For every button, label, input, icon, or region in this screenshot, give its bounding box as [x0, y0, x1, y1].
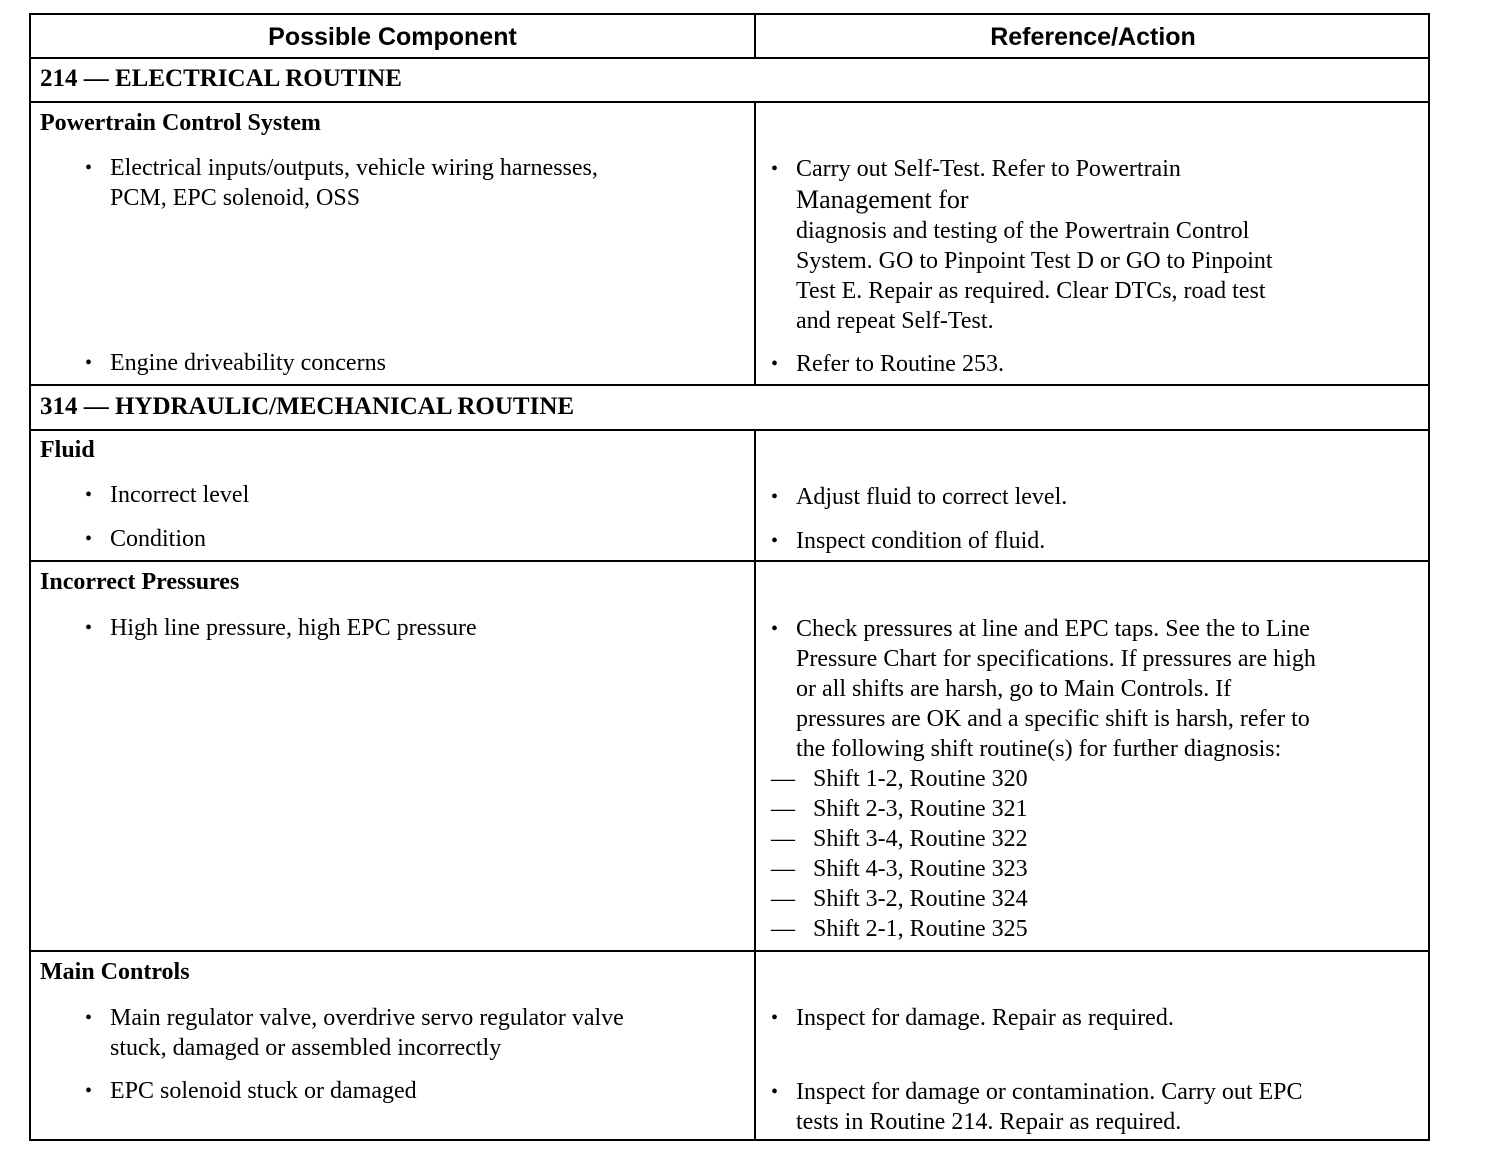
- column-header-action: Reference/Action: [990, 23, 1196, 51]
- shift-routine-item: — Shift 1-2, Routine 320: [771, 766, 1028, 792]
- row-divider: [31, 57, 1428, 59]
- action-item: • Adjust fluid to correct level.: [771, 484, 1068, 510]
- row-divider: [31, 950, 1428, 952]
- group-title: Main Controls: [40, 959, 190, 985]
- action-item: • Carry out Self-Test. Refer to Powertrain Management for diagnosis and testing of the Powertrain Control System. GO to Pinpoint Test D or GO to Pinpoint Test E. Repair as required. Clear DTCs, road test and repeat Self-Test.: [771, 156, 1273, 334]
- action-item: • Check pressures at line and EPC taps. See the to Line Pressure Chart for specifications. If pressures are high or all shifts are harsh, go to Main Controls. If pressures are OK and a specific shift is harsh, refer to the following shift routine(s) for further diagnosis:: [771, 616, 1316, 762]
- column-divider: [754, 429, 756, 1139]
- bullet-icon: •: [771, 158, 779, 180]
- row-divider: [31, 101, 1428, 103]
- action-item: • Refer to Routine 253.: [771, 351, 1004, 377]
- component-item: • EPC solenoid stuck or damaged: [85, 1078, 417, 1104]
- bullet-icon: •: [85, 1007, 93, 1029]
- component-item: • Main regulator valve, overdrive servo regulator valve stuck, damaged or assembled incorrectly: [85, 1005, 624, 1061]
- column-header-component: Possible Component: [268, 23, 517, 51]
- component-item: • Engine driveability concerns: [85, 350, 386, 376]
- row-divider: [31, 429, 1428, 431]
- column-divider: [754, 101, 756, 384]
- row-divider: [31, 560, 1428, 562]
- component-item: • Condition: [85, 526, 207, 552]
- shift-routine-item: — Shift 2-1, Routine 325: [771, 916, 1028, 942]
- shift-routine-item: — Shift 2-3, Routine 321: [771, 796, 1028, 822]
- group-title: Powertrain Control System: [40, 110, 321, 136]
- bullet-icon: •: [85, 617, 93, 639]
- row-divider: [31, 384, 1428, 386]
- bullet-icon: •: [85, 157, 93, 179]
- bullet-icon: •: [85, 352, 93, 374]
- group-title: Fluid: [40, 437, 95, 463]
- bullet-icon: •: [771, 353, 779, 375]
- shift-routine-item: — Shift 3-4, Routine 322: [771, 826, 1028, 852]
- bullet-icon: •: [85, 484, 93, 506]
- section-title: 314 — HYDRAULIC/MECHANICAL ROUTINE: [40, 393, 575, 420]
- bullet-icon: •: [85, 528, 93, 550]
- diagnostic-table: [29, 13, 1430, 1141]
- bullet-icon: •: [771, 530, 779, 552]
- shift-routine-item: — Shift 4-3, Routine 323: [771, 856, 1028, 882]
- action-item: • Inspect for damage. Repair as required.: [771, 1005, 1174, 1031]
- component-item: • High line pressure, high EPC pressure: [85, 615, 477, 641]
- bullet-icon: •: [771, 618, 779, 640]
- group-title: Incorrect Pressures: [40, 569, 240, 595]
- action-item: • Inspect for damage or contamination. Carry out EPC tests in Routine 214. Repair as required.: [771, 1079, 1303, 1135]
- bullet-icon: •: [85, 1080, 93, 1102]
- section-title: 214 — ELECTRICAL ROUTINE: [40, 65, 402, 92]
- component-item: • Incorrect level: [85, 482, 250, 508]
- shift-routine-item: — Shift 3-2, Routine 324: [771, 886, 1028, 912]
- component-item: • Electrical inputs/outputs, vehicle wiring harnesses, PCM, EPC solenoid, OSS: [85, 155, 598, 211]
- bullet-icon: •: [771, 486, 779, 508]
- bullet-icon: •: [771, 1007, 779, 1029]
- bullet-icon: •: [771, 1081, 779, 1103]
- action-item: • Inspect condition of fluid.: [771, 528, 1046, 554]
